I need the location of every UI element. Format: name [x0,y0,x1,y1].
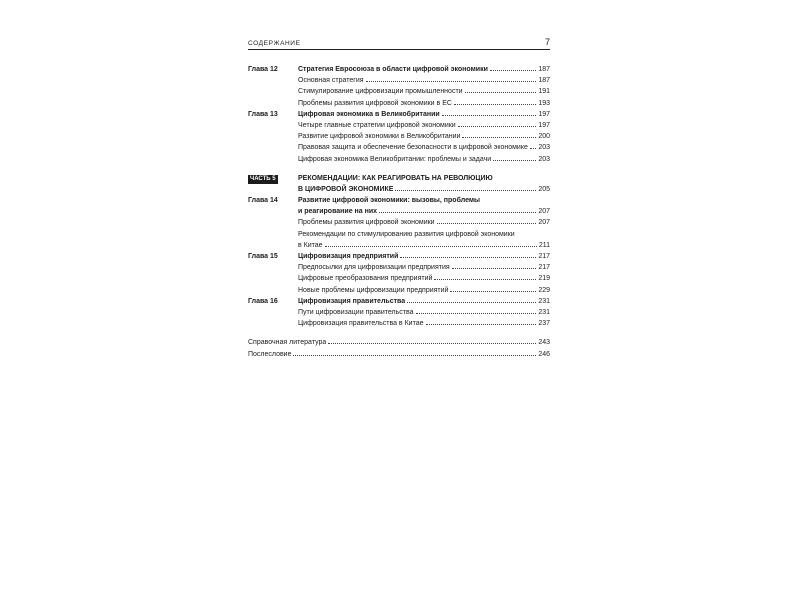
toc-entry[interactable] [248,206,550,217]
toc-entry[interactable] [248,131,550,142]
dot-leader [400,257,536,258]
toc-entry[interactable] [248,307,550,318]
toc-entry-page: 197 [538,121,550,129]
table-of-contents [248,64,550,360]
toc-entry-title: Развитие цифровой экономики в Великобритании [298,133,461,141]
toc-entry-title: Основная стратегия [298,77,364,85]
toc-entry-page: 229 [538,286,550,294]
dot-leader [450,291,536,292]
toc-spacer [248,329,550,337]
dot-leader [395,190,536,191]
toc-entry[interactable] [248,98,550,109]
toc-entry-title: Рекомендации по стимулированию развития цифровой экономики [298,230,515,238]
toc-entry-label: Глава 15 [248,253,278,260]
toc-entry-title: В ЦИФРОВОЙ ЭКОНОМИКЕ [298,185,394,193]
toc-spacer [248,165,550,173]
toc-entry-title: Цифровизация предприятий [298,253,399,260]
dot-leader [434,279,536,280]
running-head [248,37,550,50]
part-badge: ЧАСТЬ 5 [250,175,276,182]
toc-entry-page: 231 [538,297,550,305]
toc-entry-title: Цифровая экономика Великобритании: проблемы и задачи [298,155,492,163]
dot-leader [458,126,537,127]
toc-entry-title: Предпосылки для цифровизации предприятия [298,264,450,272]
dot-leader [442,115,537,116]
toc-entry-title: Цифровая экономика в Великобритании [298,110,440,118]
dot-leader [366,81,537,82]
toc-entry-title: Проблемы развития цифровой экономики в ЕС [298,99,452,107]
dot-leader [493,160,536,161]
toc-entry[interactable] [248,296,550,307]
toc-entry-label [248,173,298,184]
toc-entry-page: 207 [538,208,550,216]
dot-leader [465,92,537,93]
toc-entry[interactable] [248,64,550,75]
toc-entry-title: Послесловие [248,350,292,358]
dot-leader [416,313,537,314]
toc-entry[interactable] [248,262,550,273]
dot-leader [530,148,536,149]
toc-entry-page: 219 [538,275,550,283]
toc-entry[interactable] [248,154,550,165]
toc-entry-page: 197 [538,110,550,118]
toc-entry-label: Глава 16 [248,297,278,305]
dot-leader [454,104,536,105]
toc-entry-title: Проблемы развития цифровой экономики [298,219,435,227]
toc-entry[interactable] [248,229,550,240]
toc-entry[interactable] [248,86,550,97]
toc-entry[interactable] [248,173,550,184]
toc-entry-title: Стратегия Евросоюза в области цифровой экономики [298,66,488,73]
toc-entry-page: 193 [538,99,550,107]
toc-entry-page: 231 [538,308,550,316]
toc-entry[interactable] [248,142,550,153]
dot-leader [426,324,537,325]
toc-entry-title: Цифровые преобразования предприятий [298,275,433,283]
toc-entry-page: 237 [538,320,550,328]
toc-entry[interactable] [248,217,550,228]
toc-entry-title: Новые проблемы цифровизации предприятий [298,286,449,294]
toc-entry-page: 246 [538,350,550,358]
toc-entry-page: 187 [538,66,550,73]
toc-entry-label: Глава 12 [248,66,278,73]
dot-leader [462,137,536,138]
dot-leader [293,355,536,356]
toc-entry-title: Развитие цифровой экономики: вызовы, проблемы [298,197,481,205]
dot-leader [407,302,536,303]
toc-entry[interactable] [248,273,550,284]
dot-leader [379,212,536,213]
dot-leader [437,223,537,224]
toc-entry[interactable] [248,120,550,131]
toc-entry-page: 217 [538,253,550,260]
toc-entry-page: 200 [538,133,550,141]
toc-entry[interactable] [248,251,550,262]
toc-entry[interactable] [248,349,550,360]
toc-entry-title: Цифровизация правительства [298,297,406,305]
toc-entry-page: 187 [538,77,550,85]
toc-entry-title: в Китае [298,241,323,249]
dot-leader [328,343,536,344]
toc-entry-title: Правовая защита и обеспечение безопасности в цифровой экономике [298,144,528,152]
toc-entry-title: Четыре главные стратегии цифровой экономики [298,121,456,129]
toc-entry-title: Пути цифровизации правительства [298,308,414,316]
toc-entry[interactable] [248,318,550,329]
dot-leader [490,70,536,71]
toc-entry[interactable] [248,184,550,195]
toc-entry-page: 207 [538,219,550,227]
toc-entry-title: Цифровизация правительства в Китае [298,320,424,328]
page-number: 7 [544,37,550,47]
toc-entry-title: РЕКОМЕНДАЦИИ: КАК РЕАГИРОВАТЬ НА РЕВОЛЮЦИЮ [298,174,493,182]
toc-entry[interactable] [248,75,550,86]
toc-entry-page: 205 [538,185,550,193]
toc-entry[interactable] [248,337,550,348]
toc-entry-page: 211 [538,241,550,249]
toc-entry-page: 217 [538,264,550,272]
toc-entry-label: Глава 13 [248,110,278,118]
toc-entry[interactable] [248,285,550,296]
toc-entry[interactable] [248,240,550,251]
toc-entry-title: Стимулирование цифровизации промышленности [298,88,463,96]
toc-entry[interactable] [248,109,550,120]
running-head-title: СОДЕРЖАНИЕ [248,40,301,47]
dot-leader [452,268,537,269]
toc-entry-title: и реагирование на них [298,208,378,216]
toc-entry-title: Справочная литература [248,339,327,347]
toc-entry[interactable] [248,195,550,206]
toc-entry-page: 191 [538,88,550,96]
toc-entry-page: 203 [538,155,550,163]
dot-leader [325,246,537,247]
toc-entry-page: 243 [538,339,550,347]
toc-entry-label: Глава 14 [248,197,278,205]
toc-entry-page: 203 [538,144,550,152]
